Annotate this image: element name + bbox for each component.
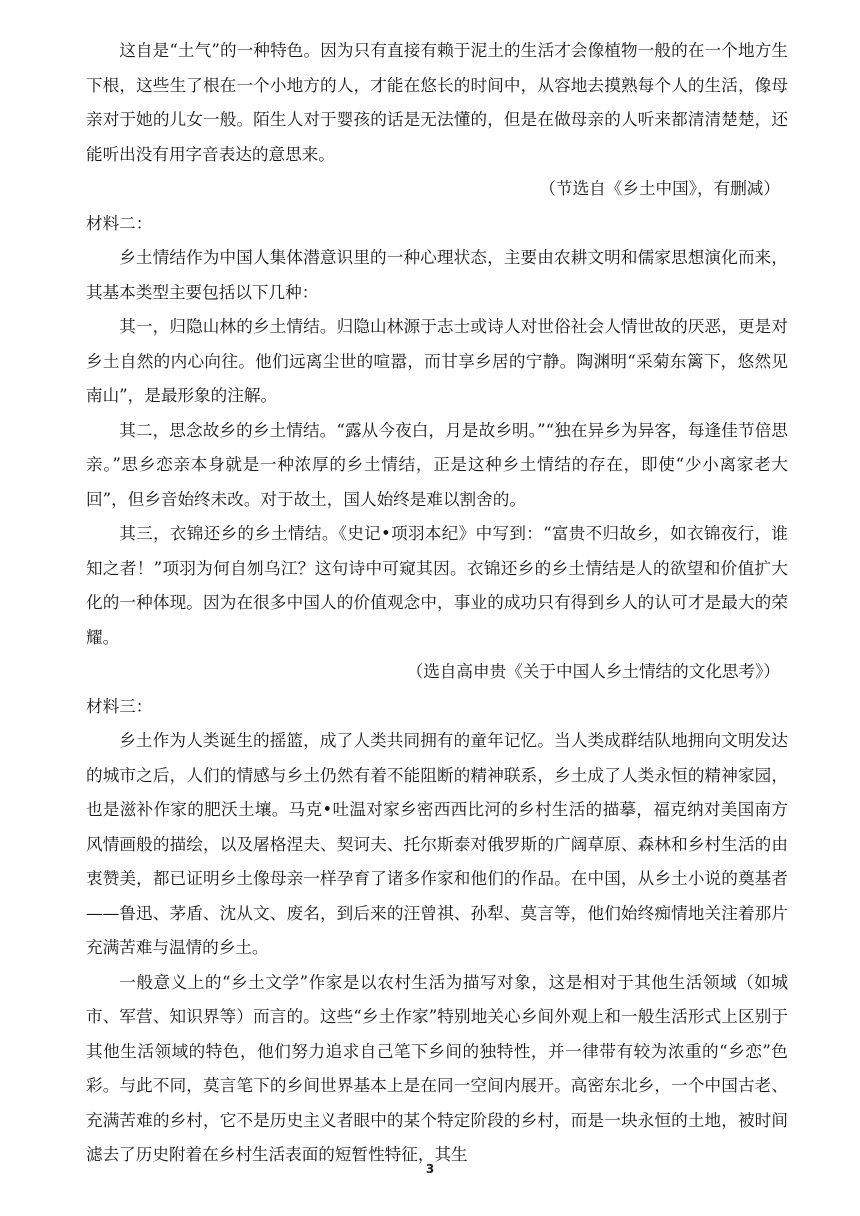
document-body <box>86 34 788 1173</box>
material2-source: （选自高申贵《关于中国人乡土情结的文化思考》） <box>406 662 780 681</box>
page-number: 3 <box>425 1162 435 1176</box>
material3-heading: 材料三： <box>86 696 153 716</box>
material2-paragraph: 其三，衣锦还乡的乡土情结。《史记•项羽本纪》中写到：“富贵不归故乡，如衣锦夜行，谁知之者！”项羽为何自刎乌江？这句诗中可窥其因。衣锦还乡的乡土情结是人的欲望和价值扩大化的一种体现。因为在很多中国人的价值观念中，事业的成功只有得到乡人的认可才是最大的荣耀。 <box>86 524 788 647</box>
material3-paragraph: 乡土作为人类诞生的摇篮，成了人类共同拥有的童年记忆。当人类成群结队地拥向文明发达的城市之后，人们的情感与乡土仍然有着不能阻断的精神联系，乡土成了人类永恒的精神家园，也是滋补作家的肥沃土壤。马克•吐温对家乡密西西比河的乡村生活的描摹，福克纳对美国南方风情画般的描绘，以及屠格涅夫、契诃夫、托尔斯泰对俄罗斯的广阔草原、森林和乡村生活的由衷赞美，都已证明乡土像母亲一样孕育了诸多作家和他们的作品。在中国，从乡土小说的奠基者——鲁迅、茅盾、沈从文、废名，到后来的汪曾祺、孙犁、莫言等，他们始终痴情地关注着那片充满苦难与温情的乡土。 <box>86 731 788 957</box>
material2-heading: 材料二： <box>86 213 153 233</box>
material2-paragraph: 其二，思念故乡的乡土情结。“露从今夜白，月是故乡明。”“独在异乡为异客，每逢佳节倍思亲。”思乡恋亲本身就是一种浓厚的乡土情结，正是这种乡土情结的存在，即使“少小离家老大回”，但乡音始终未改。对于故土，国人始终是难以割舍的。 <box>86 420 788 509</box>
material1-paragraph: 这自是“土气”的一种特色。因为只有直接有赖于泥土的生活才会像植物一般的在一个地方生下根，这些生了根在一个小地方的人，才能在悠长的时间中，从容地去摸熟每个人的生活，像母亲对于她的儿女一般。陌生人对于婴孩的话是无法懂的，但是在做母亲的人听来都清清楚楚，还能听出没有用字音表达的意思来。 <box>86 41 788 164</box>
material2-paragraph: 乡土情结作为中国人集体潜意识里的一种心理状态，主要由农耕文明和儒家思想演化而来，其基本类型主要包括以下几种： <box>86 248 788 302</box>
material2-paragraph: 其一，归隐山林的乡土情结。归隐山林源于志士或诗人对世俗社会人情世故的厌恶，更是对乡土自然的内心向往。他们远离尘世的喧嚣，而甘享乡居的宁静。陶渊明“采菊东篱下，悠然见南山”，是最形象的注解。 <box>86 317 788 405</box>
material3-paragraph: 一般意义上的“乡土文学”作家是以农村生活为描写对象，这是相对于其他生活领域（如城市、军营、知识界等）而言的。这些“乡土作家”特别地关心乡间外观上和一般生活形式上区别于其他生活领域的特色，他们努力追求自己笔下乡间的独特性，并一律带有较为浓重的“乡恋”色彩。与此不同，莫言笔下的乡间世界基本上是在同一空间内展开。高密东北乡，一个中国古老、充满苦难的乡村，它不是历史主义者眼中的某个特定阶段的乡村，而是一块永恒的土地，被时间滤去了历史附着在乡村生活表面的短暂性特征，其生 <box>86 972 788 1164</box>
material1-source: （节选自《乡土中国》，有删减） <box>539 179 780 198</box>
